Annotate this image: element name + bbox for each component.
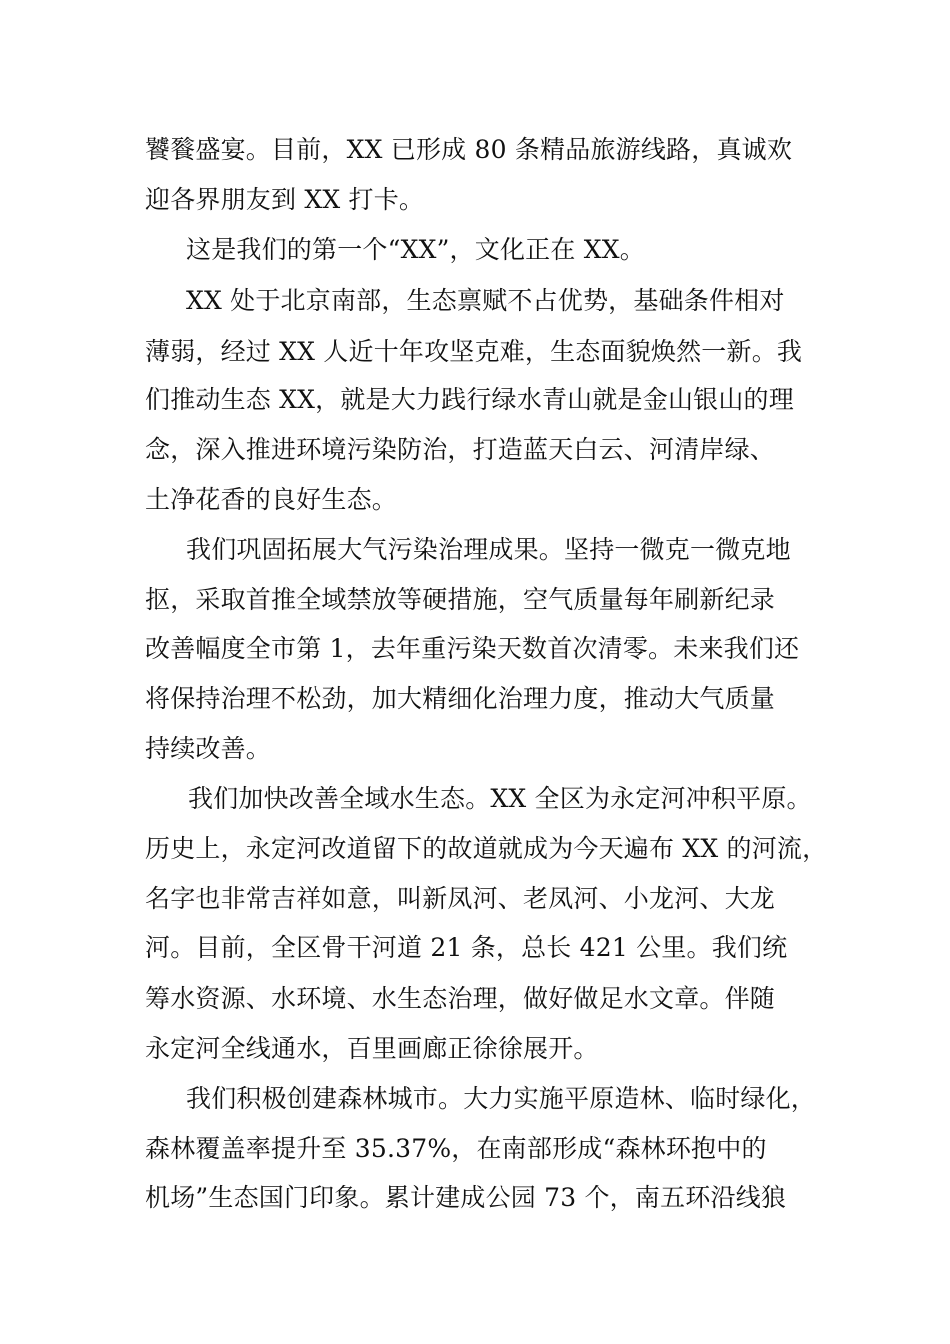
text-line: 念，深入推进环境污染防治，打造蓝天白云、河清岸绿、 — [145, 435, 776, 464]
text-line: 我们加快改善全域水生态。XX 全区为永定河冲积平原。 — [188, 784, 812, 813]
text-line: 持续改善。 — [145, 734, 272, 763]
text-line: 们推动生态 XX，就是大力践行绿水青山就是金山银山的理 — [145, 385, 794, 414]
text-line: 薄弱，经过 XX 人近十年攻坚克难，生态面貌焕然一新。我 — [145, 337, 803, 366]
text-line: 这是我们的第一个“XX”，文化正在 XX。 — [186, 235, 645, 264]
text-line: 筹水资源、水环境、水生态治理，做好做足水文章。伴随 — [145, 984, 776, 1013]
text-line: 机场”生态国门印象。累计建成公园 73 个，南五环沿线狼 — [145, 1183, 787, 1212]
text-line: 名字也非常吉祥如意，叫新凤河、老凤河、小龙河、大龙 — [145, 884, 776, 913]
text-line: 我们巩固拓展大气污染治理成果。坚持一微克一微克地 — [186, 535, 791, 564]
text-line: 抠，采取首推全域禁放等硬措施，空气质量每年刷新纪录 — [145, 585, 776, 614]
text-line: 河。目前，全区骨干河道 21 条，总长 421 公里。我们统 — [145, 933, 788, 962]
text-line: 森林覆盖率提升至 35.37%，在南部形成“森林环抱中的 — [145, 1134, 767, 1163]
text-line: 土净花香的良好生态。 — [145, 485, 398, 514]
text-line: XX 处于北京南部，生态禀赋不占优势，基础条件相对 — [186, 286, 785, 315]
text-line: 我们积极创建森林城市。大力实施平原造林、临时绿化， — [186, 1084, 817, 1113]
text-line: 改善幅度全市第 1，去年重污染天数首次清零。未来我们还 — [145, 634, 800, 663]
text-line: 历史上，永定河改道留下的故道就成为今天遍布 XX 的河流， — [145, 834, 828, 863]
text-line: 饕餮盛宴。目前，XX 已形成 80 条精品旅游线路，真诚欢 — [145, 135, 793, 164]
text-line: 永定河全线通水，百里画廊正徐徐展开。 — [145, 1034, 599, 1063]
text-line: 迎各界朋友到 XX 打卡。 — [145, 185, 425, 214]
text-line: 将保持治理不松劲，加大精细化治理力度，推动大气质量 — [145, 684, 776, 713]
